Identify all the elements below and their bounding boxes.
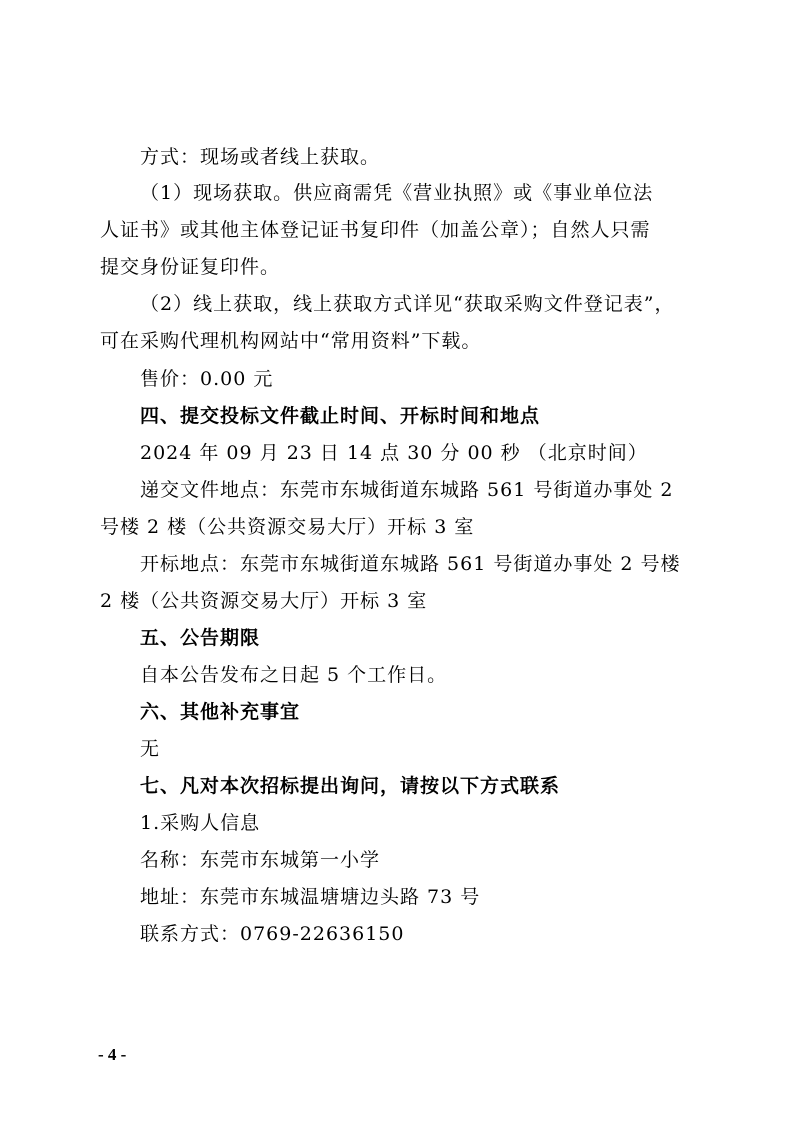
text-onsite-acquisition: （1）现场获取。供应商需凭《营业执照》或《事业单位法	[140, 182, 654, 204]
text-other-matters: 无	[140, 738, 161, 760]
text-opening-location-cont: 2 楼（公共资源交易大厅）开标 3 室	[100, 590, 428, 612]
text-price: 售价：0.00 元	[140, 368, 274, 390]
section-heading-5: 五、公告期限	[140, 627, 261, 649]
text-submission-location: 递交文件地点：东莞市东城街道东城路 561 号街道办事处 2	[140, 479, 674, 501]
text-purchaser-info-heading: 1.采购人信息	[140, 812, 261, 834]
text-online-acquisition-cont: 可在采购代理机构网站中“常用资料”下载。	[100, 330, 482, 352]
text-notice-period: 自本公告发布之日起 5 个工作日。	[140, 664, 448, 686]
text-online-acquisition: （2）线上获取，线上获取方式详见“获取采购文件登记表”，	[140, 293, 675, 315]
text-onsite-acquisition-cont2: 提交身份证复印件。	[100, 256, 281, 278]
text-purchaser-contact: 联系方式：0769-22636150	[140, 923, 405, 945]
page-number: - 4 -	[98, 1045, 127, 1064]
text-purchaser-name: 名称：东莞市东城第一小学	[140, 849, 381, 871]
section-heading-6: 六、其他补充事宜	[140, 701, 301, 723]
text-opening-location: 开标地点：东莞市东城街道东城路 561 号街道办事处 2 号楼	[140, 553, 681, 575]
text-deadline-datetime: 2024 年 09 月 23 日 14 点 30 分 00 秒 （北京时间）	[140, 442, 648, 464]
text-onsite-acquisition-cont1: 人证书》或其他主体登记证书复印件（加盖公章）；自然人只需	[100, 219, 651, 241]
text-submission-location-cont: 号楼 2 楼（公共资源交易大厅）开标 3 室	[100, 516, 475, 538]
text-acquisition-method: 方式：现场或者线上获取。	[140, 146, 381, 168]
section-heading-7: 七、凡对本次招标提出询问，请按以下方式联系	[140, 775, 561, 797]
section-heading-4: 四、提交投标文件截止时间、开标时间和地点	[140, 405, 541, 427]
text-purchaser-address: 地址：东莞市东城温塘塘边头路 73 号	[140, 886, 481, 908]
